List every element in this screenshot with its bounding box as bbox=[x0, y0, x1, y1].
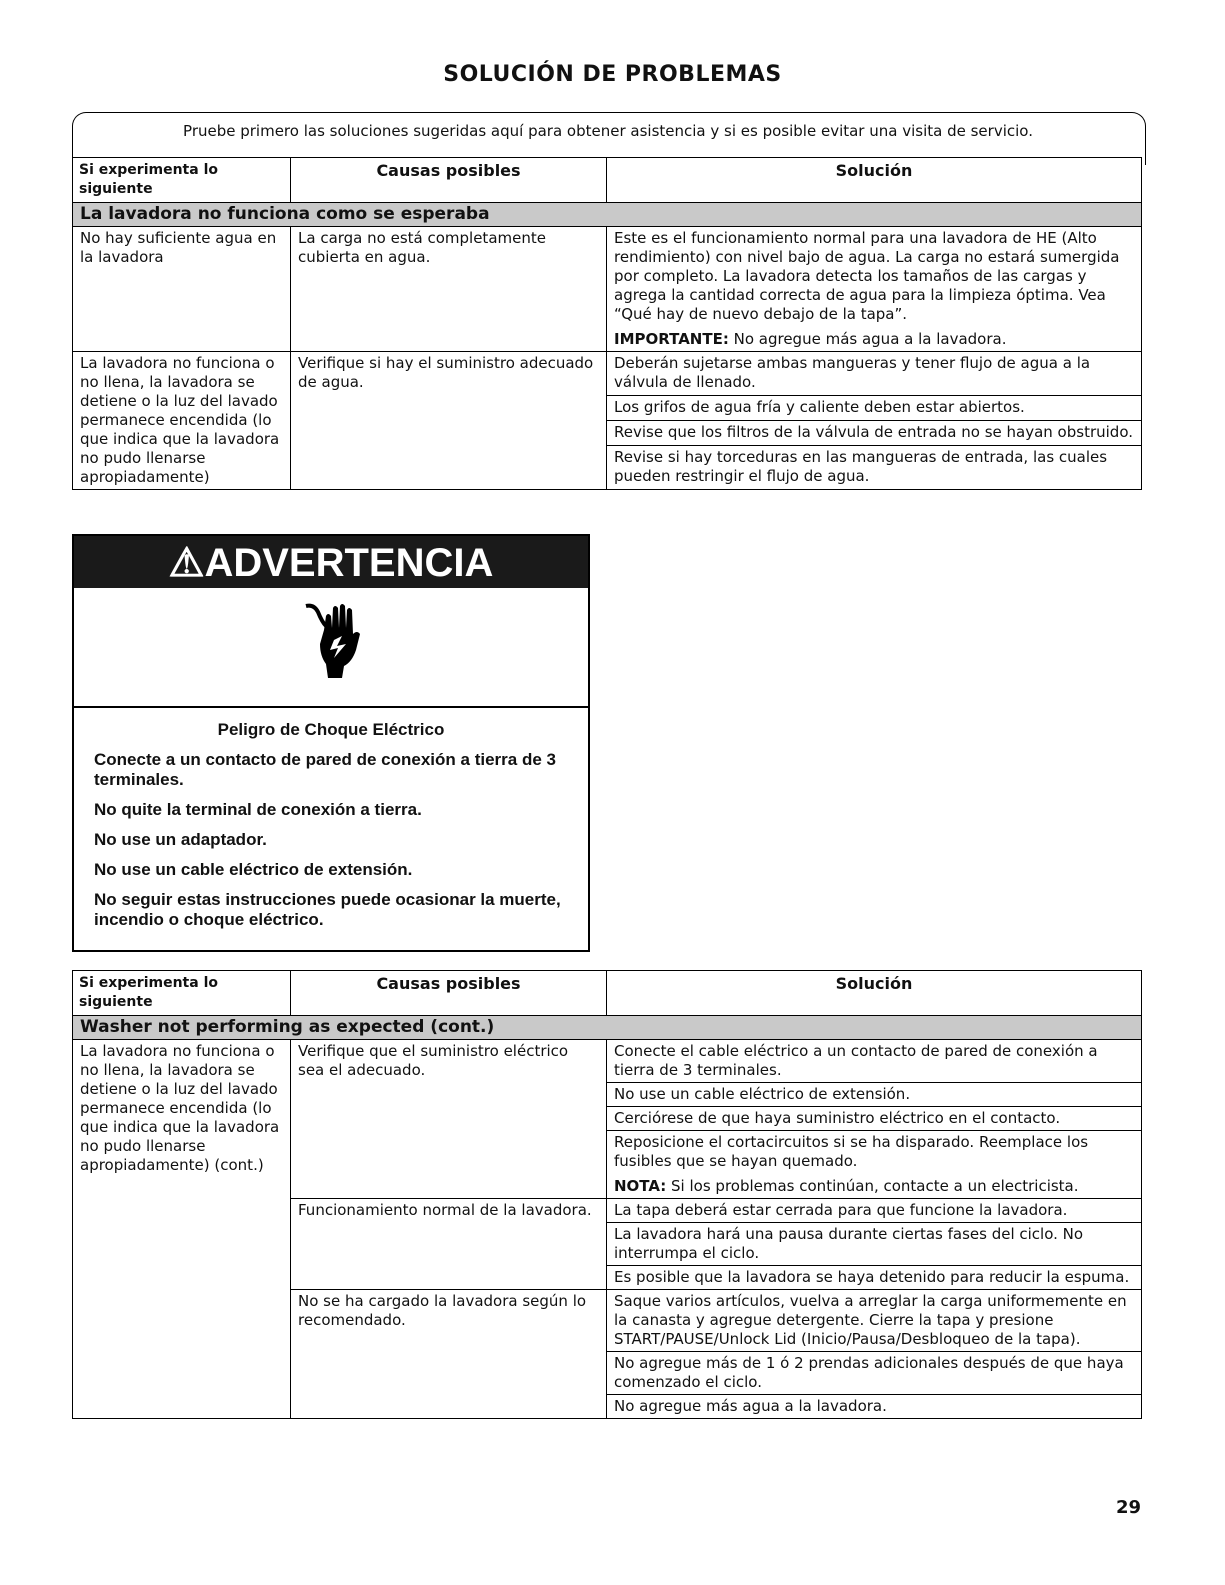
warning-heading: ADVERTENCIA bbox=[204, 541, 494, 585]
note bbox=[614, 1177, 1134, 1196]
section-row bbox=[73, 203, 1142, 227]
troubleshooting-table-1 bbox=[72, 157, 1142, 490]
table-row bbox=[73, 227, 1142, 352]
solution-cell: La lavadora hará una pausa durante ciertas fases del ciclo. No interrumpa el ciclo. bbox=[607, 1223, 1142, 1266]
solution-text: Este es el funcionamiento normal para una lavadora de HE (Alto rendimiento) con nivel bajo de agua. La carga no estará sumergida por completo. La lavadora detecta los tamaños de las cargas y agrega la cantidad correcta de agua para la limpieza óptima. Vea “Qué hay de nuevo debajo de la tapa”. bbox=[614, 229, 1120, 323]
solution-cell: Conecte el cable eléctrico a un contacto de pared de conexión a tierra de 3 terminales. bbox=[607, 1040, 1142, 1083]
solution-cell: La tapa deberá estar cerrada para que funcione la lavadora. bbox=[607, 1199, 1142, 1223]
header-causes: Causas posibles bbox=[291, 971, 607, 1016]
warning-line: No use un cable eléctrico de extensión. bbox=[94, 860, 413, 879]
solution-cell: Revise que los filtros de la válvula de entrada no se hayan obstruido. bbox=[607, 420, 1142, 445]
section-title: La lavadora no funciona como se esperaba bbox=[73, 203, 1142, 227]
solution-cell: No agregue más agua a la lavadora. bbox=[607, 1395, 1142, 1419]
warning-icon-area bbox=[74, 588, 588, 708]
note-text: Si los problemas continúan, contacte a un electricista. bbox=[666, 1177, 1079, 1195]
cause-cell: Verifique que el suministro eléctrico sea el adecuado. bbox=[291, 1040, 607, 1199]
table-row bbox=[73, 1040, 1142, 1083]
solution-cell: Saque varios artículos, vuelva a arreglar la carga uniformemente en la canasta y agregue detergente. Cierre la tapa y presione START/PAUSE/Unlock Lid (Inicio/Pausa/Desbloqueo de la tapa). bbox=[607, 1290, 1142, 1352]
problem-cell: No hay suficiente agua en la lavadora bbox=[73, 227, 291, 352]
problem-cell: La lavadora no funciona o no llena, la lavadora se detiene o la luz del lavado permanece encendida (lo que indica que la lavadora no pudo llenarse apropiadamente) bbox=[73, 352, 291, 490]
solution-cell bbox=[607, 227, 1142, 352]
page-title: SOLUCIÓN DE PROBLEMAS bbox=[443, 62, 782, 87]
solution-cell: No use un cable eléctrico de extensión. bbox=[607, 1083, 1142, 1107]
cause-cell: Funcionamiento normal de la lavadora. bbox=[291, 1199, 607, 1290]
warning-triangle-icon: ⚠ bbox=[168, 541, 205, 585]
problem-cell: La lavadora no funciona o no llena, la lavadora se detiene o la luz del lavado permanece encendida (lo que indica que la lavadora no pudo llenarse apropiadamente) (cont.) bbox=[73, 1040, 291, 1419]
table-header-row bbox=[73, 158, 1142, 203]
warning-header bbox=[74, 536, 588, 588]
cause-cell: Verifique si hay el suministro adecuado de agua. bbox=[291, 352, 607, 490]
solution-cell: Los grifos de agua fría y caliente deben estar abiertos. bbox=[607, 396, 1142, 421]
important-text: No agregue más agua a la lavadora. bbox=[728, 330, 1007, 348]
warning-line: No quite la terminal de conexión a tierra. bbox=[94, 800, 422, 819]
warning-subtitle: Peligro de Choque Eléctrico bbox=[217, 720, 445, 739]
cause-cell: La carga no está completamente cubierta en agua. bbox=[291, 227, 607, 352]
header-problem: Si experimenta lo siguiente bbox=[73, 158, 291, 203]
warning-body bbox=[74, 708, 588, 930]
warning-line: Conecte a un contacto de pared de conexión a tierra de 3 terminales. bbox=[94, 750, 556, 789]
header-solution: Solución bbox=[607, 971, 1142, 1016]
header-causes: Causas posibles bbox=[291, 158, 607, 203]
header-problem: Si experimenta lo siguiente bbox=[73, 971, 291, 1016]
warning-line: No use un adaptador. bbox=[94, 830, 267, 849]
electric-shock-hand-icon bbox=[304, 600, 364, 680]
header-solution: Solución bbox=[607, 158, 1142, 203]
section-row bbox=[73, 1016, 1142, 1040]
solution-cell: Es posible que la lavadora se haya detenido para reducir la espuma. bbox=[607, 1266, 1142, 1290]
important-label: IMPORTANTE: bbox=[614, 330, 729, 348]
solution-cell: No agregue más de 1 ó 2 prendas adicionales después de que haya comenzado el ciclo. bbox=[607, 1352, 1142, 1395]
note-label: NOTA: bbox=[614, 1177, 667, 1195]
important-note bbox=[614, 330, 1134, 349]
solution-cell: Deberán sujetarse ambas mangueras y tener flujo de agua a la válvula de llenado. bbox=[607, 352, 1142, 396]
section-title: Washer not performing as expected (cont.) bbox=[73, 1016, 1142, 1040]
warning-line: No seguir estas instrucciones puede ocasionar la muerte, incendio o choque eléctrico. bbox=[94, 890, 561, 929]
troubleshooting-table-2 bbox=[72, 970, 1142, 1419]
solution-text: Reposicione el cortacircuitos si se ha disparado. Reemplace los fusibles que se hayan quemado. bbox=[614, 1133, 1089, 1170]
warning-box bbox=[72, 534, 590, 952]
solution-cell: Cerciórese de que haya suministro eléctrico en el contacto. bbox=[607, 1107, 1142, 1131]
table-header-row bbox=[73, 971, 1142, 1016]
table-row bbox=[73, 352, 1142, 396]
cause-cell: No se ha cargado la lavadora según lo recomendado. bbox=[291, 1290, 607, 1419]
intro-text: Pruebe primero las soluciones sugeridas aquí para obtener asistencia y si es posible evitar una visita de servicio. bbox=[183, 122, 1033, 140]
page-number: 29 bbox=[1115, 1497, 1141, 1518]
solution-cell: Revise si hay torceduras en las mangueras de entrada, las cuales pueden restringir el flujo de agua. bbox=[607, 445, 1142, 489]
solution-cell bbox=[607, 1131, 1142, 1199]
